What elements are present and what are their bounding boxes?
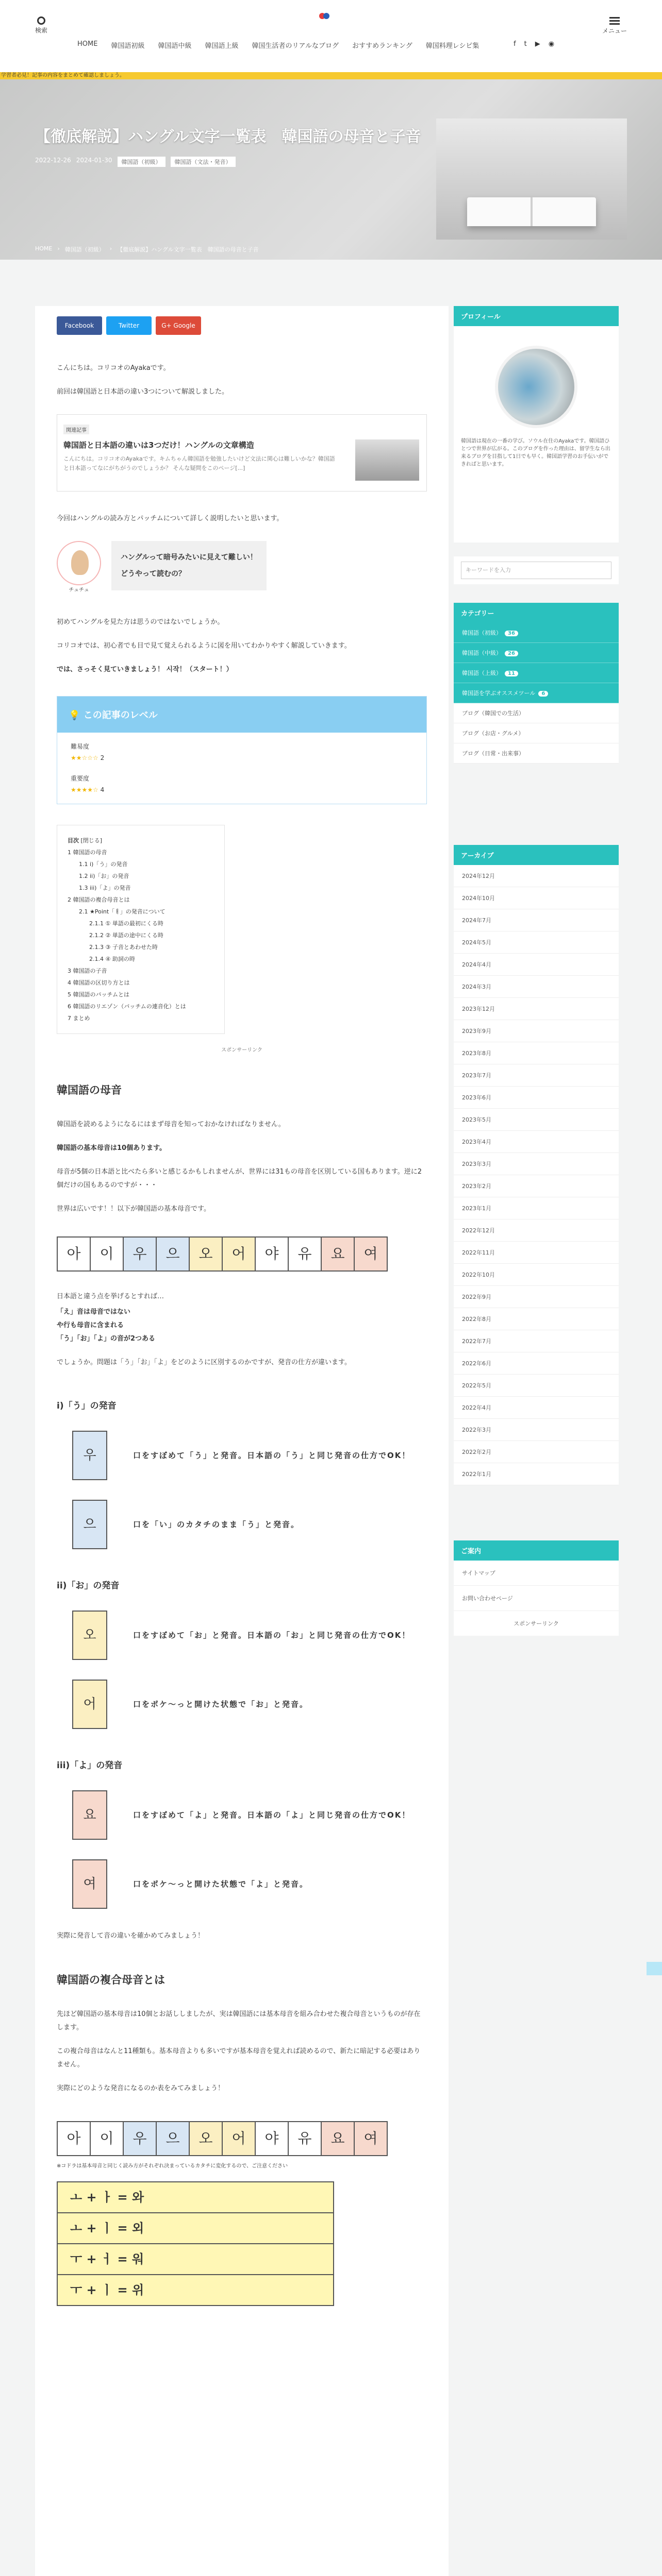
- toc-item[interactable]: 4 韓国語の区切り方とは: [68, 979, 130, 986]
- note-item: や行も母音に含まれる: [57, 1321, 124, 1329]
- lightbulb-icon: 💡: [69, 710, 80, 721]
- difficulty-label: 難易度: [71, 743, 90, 750]
- profile-widget: [454, 306, 619, 543]
- toc-item[interactable]: 5 韓国語のパッチムとは: [68, 991, 129, 998]
- vowel-table: [57, 2121, 427, 2156]
- nav-recipes[interactable]: 韓国料理レシピ集: [425, 42, 479, 50]
- archive-item[interactable]: 2022年8月: [454, 1308, 619, 1330]
- pronunciation-text: 口を「い」のカタチのまま「う」と発音。: [133, 1520, 300, 1529]
- archive-item[interactable]: 2024年4月: [454, 954, 619, 976]
- vowel-cell: 우: [123, 1236, 157, 1272]
- hangul-box: 으: [72, 1500, 107, 1549]
- pronunciation-text: 口をすぼめて「お」と発音。日本語の「お」と同じ発音の仕方でOK！: [133, 1631, 411, 1640]
- vowel-cell: 요: [321, 2121, 355, 2156]
- archive-item[interactable]: 2024年3月: [454, 976, 619, 998]
- vowel-cell: 야: [255, 2121, 289, 2156]
- archive-item[interactable]: 2022年2月: [454, 1441, 619, 1463]
- level-box: [57, 696, 427, 804]
- vowel-cell: 어: [222, 2121, 256, 2156]
- hangul-box: 어: [72, 1680, 107, 1729]
- facebook-icon[interactable]: f: [514, 40, 516, 48]
- archive-item[interactable]: 2023年7月: [454, 1064, 619, 1087]
- related-thumbnail: [355, 439, 419, 481]
- youtube-icon[interactable]: ▶: [535, 40, 540, 48]
- global-nav: [77, 40, 479, 50]
- share-buttons: [57, 316, 427, 335]
- toc-item[interactable]: 2.1.1 ① 単語の最初にくる時: [89, 920, 163, 927]
- nav-blog[interactable]: 韓国生活者のリアルなブログ: [252, 42, 339, 50]
- archive-item[interactable]: 2022年3月: [454, 1419, 619, 1441]
- note-item: 「う」「お」「よ」の音が2つある: [57, 1335, 156, 1343]
- hangul-box: 요: [72, 1790, 107, 1840]
- body-text: 世界は広いです！！以下が韓国語の基本母音です。: [57, 1205, 210, 1213]
- speech-bubble: [57, 541, 427, 593]
- compound-row: ㅜ + ㅣ = 위: [57, 2274, 334, 2306]
- category-tag[interactable]: 韓国語（初級）: [118, 157, 166, 167]
- sub-heading: ii)「お」の発音: [57, 1581, 120, 1591]
- guide-widget: [454, 1540, 619, 1636]
- hangul-box: 여: [72, 1859, 107, 1909]
- category-item[interactable]: ブログ（日常・出来事）: [454, 743, 619, 764]
- pronunciation-example: [57, 1500, 427, 1549]
- toc-item[interactable]: 1.3 iii)「よ」の発音: [79, 885, 131, 891]
- widget-title: カテゴリー: [454, 603, 619, 623]
- google-share-button[interactable]: G+ Google: [156, 316, 201, 335]
- twitter-share-button[interactable]: Twitter: [106, 316, 152, 335]
- compound-row: ㅗ + ㅏ = 와: [57, 2181, 334, 2213]
- compound-vowel-table: [57, 2181, 427, 2306]
- archive-item[interactable]: 2023年12月: [454, 998, 619, 1020]
- article: [35, 306, 449, 2576]
- breadcrumb-home[interactable]: HOME: [35, 245, 53, 252]
- search-input[interactable]: キーワードを入力: [461, 562, 611, 579]
- body-text: 韓国語の基本母音は10個あります。: [57, 1144, 167, 1152]
- sitemap-link[interactable]: サイトマップ: [454, 1561, 619, 1586]
- body-text: 日本語と違う点を挙げるとすれば…: [57, 1293, 164, 1300]
- compound-row: ㅜ + ㅓ = 워: [57, 2243, 334, 2275]
- archive-item[interactable]: 2023年8月: [454, 1042, 619, 1064]
- section-heading: 韓国語の母音: [57, 1084, 122, 1096]
- related-title: 韓国語と日本語の違いは3つだけ！ハングルの文章構造: [63, 440, 254, 450]
- pronunciation-example: [57, 1680, 427, 1729]
- date-published: 2022-12-26: [35, 157, 71, 164]
- vowel-cell: 유: [288, 2121, 322, 2156]
- twitter-icon[interactable]: t: [524, 40, 527, 48]
- widget-title: ご案内: [454, 1540, 619, 1561]
- body-text: 母音が5個の日本語と比べたら多いと感じるかもしれませんが、世界には31もの母音を区別している国もあります。逆に2個だけの国もあるのですが・・・: [57, 1168, 422, 1189]
- toc-item[interactable]: 1.1 i)「う」の発音: [79, 861, 128, 868]
- difficulty-score: 2: [100, 754, 105, 761]
- body-text: 実際に発音して音の違いを確かめてみましょう！: [57, 1932, 205, 1940]
- hero-book-image: [436, 118, 627, 240]
- toc-item[interactable]: 7 まとめ: [68, 1015, 90, 1022]
- avatar: [57, 541, 101, 585]
- archive-item[interactable]: 2023年5月: [454, 1109, 619, 1131]
- intro-text: 前回は韓国語と日本語の違い3つについて解説しました。: [57, 388, 229, 396]
- profile-text: 韓国語は現在の一番の学び。ソウル在住のAyakaです。韓国語ひとつで世界が広がる。このブログを作った理由は、留学生なら出来るブログを目指して1日でも早く。韓国語学習のお手伝いができればと思います。: [461, 438, 610, 467]
- note-item: 「え」音は母音ではない: [57, 1308, 131, 1316]
- archive-item[interactable]: 2024年10月: [454, 887, 619, 909]
- toc-item[interactable]: 2.1.3 ③ 子音とあわせた時: [89, 944, 158, 951]
- toc-item[interactable]: 2.1.4 ④ 助詞の時: [89, 956, 135, 962]
- category-item[interactable]: 韓国語を学ぶオススメツール 6: [454, 683, 619, 703]
- related-label: 関連記事: [63, 425, 89, 434]
- post-tag[interactable]: 韓国語（文法・発音）: [171, 157, 236, 167]
- pronunciation-example: [57, 1611, 427, 1660]
- widget-title: プロフィール: [454, 306, 619, 326]
- sub-heading: iii)「よ」の発音: [57, 1760, 123, 1771]
- vowel-cell: 오: [189, 1236, 223, 1272]
- star-icon: ★★★★☆: [71, 786, 98, 793]
- hangul-box: 오: [72, 1611, 107, 1660]
- vowel-cell: 이: [90, 1236, 124, 1272]
- pronunciation-text: 口をすぼめて「よ」と発音。日本語の「よ」と同じ発音の仕方でOK！: [133, 1810, 411, 1820]
- table-of-contents: [57, 825, 225, 1034]
- category-item[interactable]: 韓国語（上級） 11: [454, 663, 619, 683]
- category-item[interactable]: ブログ（お店・グルメ）: [454, 723, 619, 743]
- sns-links: [514, 40, 554, 48]
- body-text: でしょうか。問題は「う」「お」「よ」をどのように区別するのかですが、発音の仕方が違います。: [57, 1359, 351, 1366]
- archive-item[interactable]: 2024年5月: [454, 931, 619, 954]
- notice-bar[interactable]: 学習者必見！記事の内容をまとめて確認しましょう。: [0, 72, 662, 79]
- body-text: 先ほど韓国語の基本母音は10個とお話ししましたが、実は韓国語には基本母音を組み合わせた複合母音というものが存在します。: [57, 2010, 421, 2031]
- body-text: 今回はハングルの読み方とパッチムについて詳しく説明したいと思います。: [57, 515, 284, 522]
- related-article-card[interactable]: [57, 414, 427, 492]
- archive-item[interactable]: 2022年6月: [454, 1352, 619, 1375]
- archive-item[interactable]: 2024年7月: [454, 909, 619, 931]
- vowel-cell: 으: [156, 1236, 190, 1272]
- nav-ranking[interactable]: おすすめランキング: [352, 42, 412, 50]
- avatar-caption: チュチュ: [69, 587, 89, 593]
- search-button[interactable]: 検索: [35, 16, 47, 35]
- body-text: 実際にどのような発音になるのか表をみてみましょう！: [57, 2084, 225, 2092]
- rss-icon[interactable]: ◉: [548, 40, 555, 48]
- compound-row: ㅗ + ㅣ = 외: [57, 2212, 334, 2244]
- toc-item[interactable]: 2.1 ★Point「ㅐ」の発音について: [79, 908, 166, 915]
- hero: [0, 79, 662, 260]
- sponsor-label: スポンサーリンク: [221, 1047, 262, 1053]
- toc-toggle[interactable]: [閉じる]: [80, 837, 103, 844]
- site-logo[interactable]: [319, 11, 329, 21]
- menu-button[interactable]: メニュー: [602, 15, 627, 35]
- hangul-box: 우: [72, 1431, 107, 1480]
- body-text: 韓国語を読めるようになるにはまず母音を知っておかなければなりません。: [57, 1121, 285, 1128]
- vowel-cell: 오: [189, 2121, 223, 2156]
- archive-item[interactable]: 2023年2月: [454, 1175, 619, 1197]
- vowel-cell: 으: [156, 2121, 190, 2156]
- sub-heading: i)「う」の発音: [57, 1401, 117, 1411]
- level-title: この記事のレベル: [83, 710, 158, 721]
- contact-link[interactable]: お問い合わせページ: [454, 1586, 619, 1611]
- search-icon: [37, 16, 45, 25]
- category-widget: [454, 603, 619, 764]
- archive-widget: [454, 845, 619, 1485]
- nav-advanced[interactable]: 韓国語上級: [205, 42, 239, 50]
- archive-item[interactable]: 2022年7月: [454, 1330, 619, 1352]
- nav-beginner[interactable]: 韓国語初級: [111, 42, 145, 50]
- archive-item[interactable]: 2022年5月: [454, 1375, 619, 1397]
- vowel-cell: 야: [255, 1236, 289, 1272]
- intro-text: こんにちは。コリコオのAyakaです。: [57, 364, 170, 372]
- vowel-cell: 어: [222, 1236, 256, 1272]
- breadcrumb-category[interactable]: 韓国語（初級）: [64, 246, 105, 253]
- body-text: では、さっそく見ていきましょう！ 시작！（スタート！）: [57, 666, 233, 673]
- site-header: [0, 0, 662, 72]
- date-updated: 2024-01-30: [76, 157, 112, 164]
- archive-item[interactable]: 2024年12月: [454, 865, 619, 887]
- sponsor-label: スポンサーリンク: [514, 1620, 559, 1627]
- vowel-cell: 우: [123, 2121, 157, 2156]
- category-item[interactable]: 韓国語（初級） 36: [454, 623, 619, 643]
- breadcrumb: HOME › 韓国語（初級） › 【徹底解説】ハングル文字一覧表 韓国語の母音と子音: [35, 245, 259, 253]
- archive-item[interactable]: 2022年12月: [454, 1219, 619, 1242]
- vowel-cell: 아: [57, 2121, 91, 2156]
- archive-item[interactable]: 2023年3月: [454, 1153, 619, 1175]
- toc-item[interactable]: 2.1.2 ② 単語の途中にくる時: [89, 932, 163, 939]
- vowel-cell: 이: [90, 2121, 124, 2156]
- importance-score: 4: [100, 786, 105, 793]
- body-text: 初めてハングルを見た方は思うのではないでしょうか。: [57, 618, 224, 626]
- archive-item[interactable]: 2023年4月: [454, 1131, 619, 1153]
- category-item[interactable]: ブログ（韓国での生活）: [454, 703, 619, 723]
- archive-item[interactable]: 2023年9月: [454, 1020, 619, 1042]
- bubble-line: ハングルって暗号みたいに見えて難しい！: [121, 553, 257, 562]
- archive-item[interactable]: 2022年1月: [454, 1463, 619, 1485]
- section-heading: 韓国語の複合母音とは: [57, 1974, 165, 1986]
- related-excerpt: こんにちは。コリコオのAyakaです。キムちゃん韓国語を勉強したいけど文法に関心は難しいかな？韓国語と日本語ってなにがちがうのでしょうか？ そんな疑問をこのページ[...]: [63, 455, 335, 471]
- vowel-cell: 요: [321, 1236, 355, 1272]
- archive-item[interactable]: 2023年1月: [454, 1197, 619, 1219]
- vowel-cell: 여: [354, 1236, 388, 1272]
- toc-title: 目次: [68, 837, 79, 844]
- pronunciation-example: [57, 1790, 427, 1840]
- vowel-cell: 유: [288, 1236, 322, 1272]
- page-title: 【徹底解説】ハングル文字一覧表 韓国語の母音と子音: [35, 128, 421, 146]
- nav-intermediate[interactable]: 韓国語中級: [158, 42, 192, 50]
- page-top-button[interactable]: [647, 1962, 662, 1975]
- vowel-table: [57, 1236, 427, 1272]
- pronunciation-example: [57, 1859, 427, 1909]
- pronunciation-example: [57, 1431, 427, 1480]
- search-widget: [454, 556, 619, 584]
- vowel-cell: 아: [57, 1236, 91, 1272]
- pronunciation-text: 口をポケ～っと開けた状態で「お」と発音。: [133, 1700, 309, 1709]
- nav-home[interactable]: HOME: [77, 40, 98, 48]
- star-icon: ★★☆☆☆: [71, 754, 98, 761]
- toc-item[interactable]: 3 韓国語の子音: [68, 968, 107, 974]
- pronunciation-text: 口をすぼめて「う」と発音。日本語の「う」と同じ発音の仕方でOK！: [133, 1451, 411, 1460]
- body-text: この複合母音はなんと11種類も。基本母音よりも多いですが基本母音を覚えれば読めるので、新たに暗記する必要はありません。: [57, 2047, 421, 2069]
- pronunciation-text: 口をポケ～っと開けた状態で「よ」と発音。: [133, 1879, 309, 1889]
- toc-item[interactable]: 1 韓国語の母音: [68, 849, 107, 856]
- body-text: コリコオでは、初心者でも目で見て覚えられるように図を用いてわかりやすく解説していきます。: [57, 642, 351, 650]
- archive-item[interactable]: 2022年11月: [454, 1242, 619, 1264]
- profile-avatar: [495, 346, 577, 428]
- facebook-share-button[interactable]: Facebook: [57, 316, 102, 335]
- toc-item[interactable]: 2 韓国語の複合母音とは: [68, 896, 130, 903]
- archive-item[interactable]: 2023年6月: [454, 1087, 619, 1109]
- bubble-line: どうやって読むの？: [121, 570, 186, 578]
- archive-item[interactable]: 2022年10月: [454, 1264, 619, 1286]
- breadcrumb-current: 【徹底解説】ハングル文字一覧表 韓国語の母音と子音: [117, 246, 259, 253]
- vowel-cell: 여: [354, 2121, 388, 2156]
- table-caption: ※コドラは基本母音と同じく読み方がそれぞれ決まっているカタチに変化するので、ご注意ください: [57, 2163, 288, 2169]
- archive-item[interactable]: 2022年9月: [454, 1286, 619, 1308]
- toc-item[interactable]: 6 韓国語のリエゾン（パッチムの連音化）とは: [68, 1003, 186, 1010]
- importance-label: 重要度: [71, 775, 90, 782]
- category-item[interactable]: 韓国語（中級） 26: [454, 643, 619, 663]
- toc-item[interactable]: 1.2 ii)「お」の発音: [79, 873, 129, 879]
- archive-item[interactable]: 2022年4月: [454, 1397, 619, 1419]
- widget-title: アーカイブ: [454, 845, 619, 865]
